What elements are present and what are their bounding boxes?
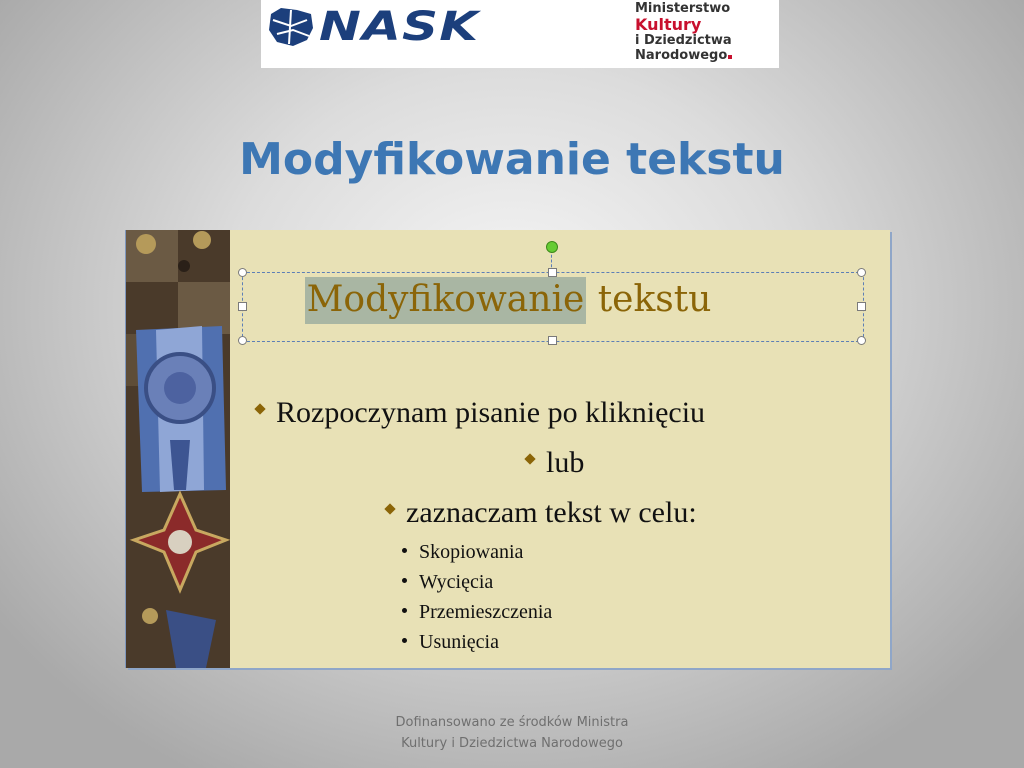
red-dot-icon xyxy=(728,55,732,59)
dot-bullet-icon xyxy=(402,578,407,583)
ministry-logo xyxy=(635,1,757,65)
sub-bullet-text: Przemieszczenia xyxy=(419,601,553,623)
slide-title: Modyfikowanie tekstu xyxy=(239,134,785,185)
dot-bullet-icon xyxy=(402,548,407,553)
footer xyxy=(0,712,1024,754)
rotate-handle[interactable] xyxy=(546,241,558,253)
ministry-logo-line3: i Dziedzictwa xyxy=(635,33,732,48)
inner-title-rest[interactable]: tekstu xyxy=(597,279,712,320)
resize-handle-top[interactable] xyxy=(548,268,557,277)
resize-handle-bottom-left[interactable] xyxy=(238,336,247,345)
bullet-text: Rozpoczynam pisanie po kliknięciu xyxy=(276,396,706,429)
embedded-screenshot xyxy=(126,230,890,668)
bullet-item xyxy=(256,396,705,430)
resize-handle-top-right[interactable] xyxy=(857,268,866,277)
diamond-bullet-icon xyxy=(384,503,395,514)
bullet-item xyxy=(386,496,697,530)
sub-bullet-item xyxy=(402,571,493,594)
diamond-bullet-icon xyxy=(524,453,535,464)
ministry-logo-line1: Ministerstwo xyxy=(635,1,731,16)
resize-handle-bottom[interactable] xyxy=(548,336,557,345)
sub-bullet-item xyxy=(402,631,499,654)
nask-logo-text: NASK xyxy=(319,4,480,50)
sub-bullet-item xyxy=(402,601,552,624)
dot-bullet-icon xyxy=(402,608,407,613)
diamond-bullet-icon xyxy=(254,403,265,414)
ministry-logo-line2: Kultury xyxy=(635,15,702,34)
bullet-text: zaznaczam tekst w celu: xyxy=(406,496,697,529)
selected-text[interactable]: Modyfikowanie xyxy=(305,277,587,324)
ministry-logo-line4: Narodowego xyxy=(635,48,728,63)
sub-bullet-text: Wycięcia xyxy=(419,571,494,593)
sub-bullet-text: Usunięcia xyxy=(419,631,499,653)
bullet-item xyxy=(526,446,584,480)
footer-line2: Kultury i Dziedzictwa Narodowego xyxy=(401,736,623,751)
bullet-text: lub xyxy=(546,446,585,479)
dot-bullet-icon xyxy=(402,638,407,643)
inner-slide-title[interactable] xyxy=(126,279,890,320)
nask-logo xyxy=(267,6,517,48)
sub-bullet-item xyxy=(402,541,523,564)
resize-handle-bottom-right[interactable] xyxy=(857,336,866,345)
footer-line1: Dofinansowano ze środków Ministra xyxy=(395,715,629,730)
ministry-logo-line4-wrap xyxy=(635,48,757,63)
sub-bullet-text: Skopiowania xyxy=(419,541,524,563)
poland-map-icon xyxy=(267,6,315,48)
resize-handle-top-left[interactable] xyxy=(238,268,247,277)
logo-bar xyxy=(261,0,779,68)
